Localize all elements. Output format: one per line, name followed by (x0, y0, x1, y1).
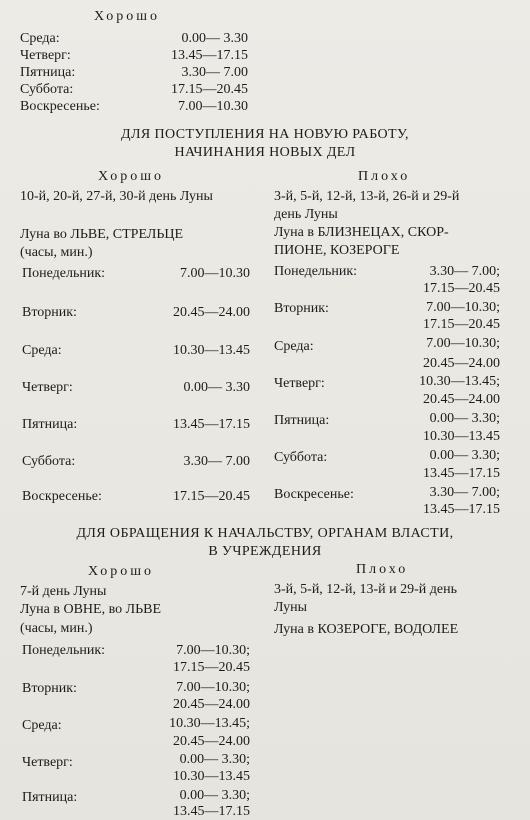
work-bad-days: 3-й, 5-й, 12-й, 13-й, 26-й и 29-й (274, 189, 460, 204)
authority-good-row-time: 10.30—13.45; (169, 716, 250, 731)
work-good-row-time: 0.00— 3.30 (183, 380, 250, 395)
authority-bad-days: 3-й, 5-й, 12-й, 13-й и 29-й день (274, 582, 457, 597)
authority-good-days: 7-й день Луны (20, 584, 107, 599)
work-title-line1: ДЛЯ ПОСТУПЛЕНИЯ НА НОВУЮ РАБОТУ, (121, 127, 409, 142)
work-bad-row-time: 10.30—13.45 (423, 429, 500, 444)
work-bad-row-time: 3.30— 7.00; (429, 485, 500, 500)
authority-good-row-time: 10.30—13.45 (173, 769, 250, 784)
work-bad-row-time: 3.30— 7.00; (429, 264, 500, 279)
authority-good-row-time: 13.45—17.15 (173, 804, 250, 819)
authority-good-row-day: Пятница: (22, 790, 78, 805)
work-bad-row-day: Пятница: (274, 413, 330, 428)
work-good-row-time: 20.45—24.00 (173, 305, 250, 320)
work-bad-row-time: 17.15—20.45 (423, 317, 500, 332)
top-row-time: 7.00—10.30 (178, 99, 248, 114)
work-title-line2: НАЧИНАНИЯ НОВЫХ ДЕЛ (174, 145, 356, 160)
work-bad-row-time: 13.45—17.15 (423, 466, 500, 481)
work-bad-header: Плохо (358, 169, 411, 184)
work-bad-moon: Луна в БЛИЗНЕЦАХ, СКОР- (274, 225, 449, 240)
top-row-day: Среда: (20, 31, 60, 46)
top-row-day: Суббота: (20, 82, 74, 97)
work-good-row-day: Вторник: (22, 305, 77, 320)
work-good-header: Хорошо (98, 169, 165, 184)
top-row-time: 17.15—20.45 (171, 82, 248, 97)
authority-good-header: Хорошо (88, 564, 155, 579)
top-row-day: Четверг: (20, 48, 71, 63)
work-good-row-time: 13.45—17.15 (173, 417, 250, 432)
authority-good-row-time: 0.00— 3.30; (179, 788, 250, 803)
work-good-days: 10-й, 20-й, 27-й, 30-й день Луны (20, 189, 213, 204)
authority-bad-days: Луны (274, 600, 308, 615)
work-bad-row-day: Четверг: (274, 376, 325, 391)
work-bad-row-time: 20.45—24.00 (423, 392, 500, 407)
work-good-row-day: Воскресенье: (22, 489, 102, 504)
authority-bad-header: Плохо (356, 562, 409, 577)
authority-good-moon-units: (часы, мин.) (20, 621, 93, 636)
work-bad-row-time: 20.45—24.00 (423, 356, 500, 371)
work-bad-row-time: 7.00—10.30; (426, 336, 500, 351)
work-good-row-time: 17.15—20.45 (173, 489, 250, 504)
authority-good-row-day: Среда: (22, 718, 62, 733)
authority-title-line1: ДЛЯ ОБРАЩЕНИЯ К НАЧАЛЬСТВУ, ОРГАНАМ ВЛАСТИ, (76, 526, 454, 541)
top-good-header: Хорошо (94, 9, 161, 24)
work-good-moon-units: (часы, мин.) (20, 245, 93, 260)
authority-good-moon: Луна в ОВНЕ, во ЛЬВЕ (20, 602, 162, 617)
authority-good-row-time: 20.45—24.00 (173, 697, 250, 712)
work-bad-row-day: Понедельник: (274, 264, 358, 279)
authority-good-row-time: 17.15—20.45 (173, 660, 250, 675)
authority-good-row-day: Понедельник: (22, 643, 106, 658)
authority-good-row-time: 7.00—10.30; (176, 680, 250, 695)
top-row-time: 3.30— 7.00 (181, 65, 248, 80)
authority-bad-moon: Луна в КОЗЕРОГЕ, ВОДОЛЕЕ (274, 622, 459, 637)
work-good-row-time: 10.30—13.45 (173, 343, 250, 358)
work-bad-row-time: 7.00—10.30; (426, 300, 500, 315)
work-bad-row-time: 0.00— 3.30; (429, 448, 500, 463)
work-good-row-day: Среда: (22, 343, 62, 358)
authority-good-row-day: Вторник: (22, 681, 77, 696)
top-row-day: Воскресенье: (20, 99, 100, 114)
authority-good-row-day: Четверг: (22, 755, 73, 770)
work-good-row-day: Пятница: (22, 417, 78, 432)
work-good-row-day: Понедельник: (22, 266, 106, 281)
work-bad-row-time: 13.45—17.15 (423, 502, 500, 517)
work-bad-row-time: 0.00— 3.30; (429, 411, 500, 426)
work-bad-moon: ПИОНЕ, КОЗЕРОГЕ (274, 243, 400, 258)
work-bad-row-time: 10.30—13.45; (419, 374, 500, 389)
top-row-day: Пятница: (20, 65, 76, 80)
work-good-moon: Луна во ЛЬВЕ, СТРЕЛЬЦЕ (20, 227, 184, 242)
authority-good-row-time: 20.45—24.00 (173, 734, 250, 749)
authority-good-row-time: 0.00— 3.30; (179, 752, 250, 767)
work-good-row-time: 7.00—10.30 (180, 266, 250, 281)
work-bad-row-day: Суббота: (274, 450, 328, 465)
work-bad-days: день Луны (274, 207, 338, 222)
work-bad-row-day: Воскресенье: (274, 487, 354, 502)
work-good-row-time: 3.30— 7.00 (183, 454, 250, 469)
top-row-time: 13.45—17.15 (171, 48, 248, 63)
authority-title-line2: В УЧРЕЖДЕНИЯ (208, 544, 322, 559)
top-row-time: 0.00— 3.30 (181, 31, 248, 46)
work-bad-row-day: Среда: (274, 339, 314, 354)
authority-good-row-time: 7.00—10.30; (176, 643, 250, 658)
work-bad-row-time: 17.15—20.45 (423, 281, 500, 296)
work-good-row-day: Суббота: (22, 454, 76, 469)
work-good-row-day: Четверг: (22, 380, 73, 395)
work-bad-row-day: Вторник: (274, 301, 329, 316)
